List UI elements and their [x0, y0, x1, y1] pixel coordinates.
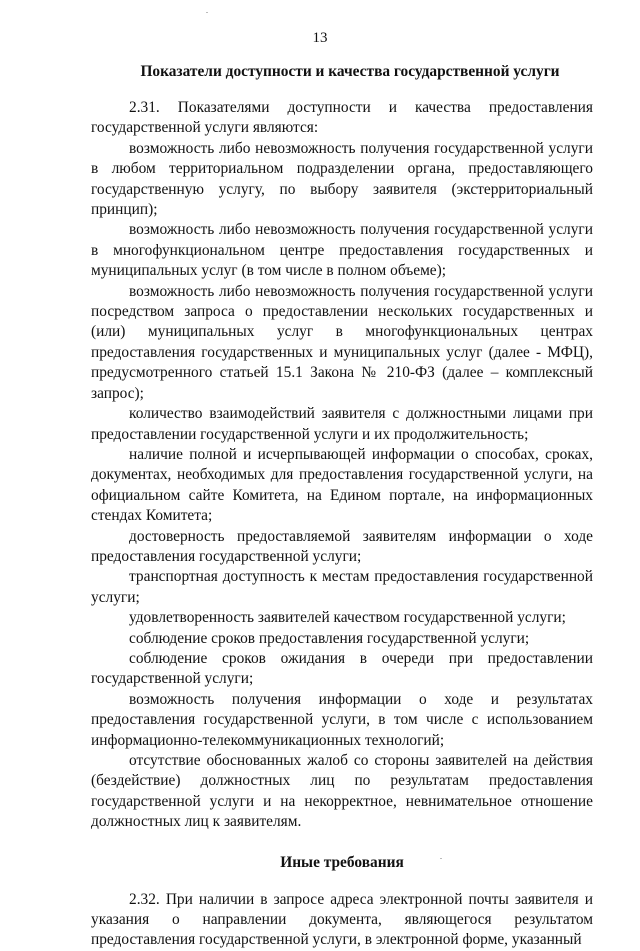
list-item: возможность получения информации о ходе и результатах предоставления государственной услуги, в том числе с использованием информационно-телекоммуникационных технологий; — [91, 690, 593, 749]
list-item: транспортная доступность к местам предоставления государственной услуги; — [91, 568, 593, 606]
list-item: возможность либо невозможность получения государственной услуги в любом территориальном подразделении органа, предоставляющего государственную услугу, по выбору заявителя (экстерриториальный принцип); — [91, 139, 593, 219]
list-item: количество взаимодействий заявителя с должностными лицами при предоставлении государственной услуги и их продолжительность; — [91, 405, 593, 443]
list-item: возможность либо невозможность получения государственной услуги посредством запроса о предоставлении нескольких государственных и (или) муниципальных услуг в многофункциональных центрах предоставления государственных и муниципальных услуг (далее - МФЦ), предусмотренного статьей 15.1 Закона № 210-ФЗ (далее – комплексный запрос); — [91, 282, 593, 402]
section-availability-body — [91, 98, 593, 833]
list-item: соблюдение сроков предоставления государственной услуги; — [129, 629, 530, 647]
list-item: возможность либо невозможность получения государственной услуги в многофункциональном центре предоставления государственных и муниципальных услуг (в том числе в полном объеме); — [91, 221, 593, 280]
section-title-availability: Показатели доступности и качества государственной услуги — [140, 63, 560, 80]
list-item: достоверность предоставляемой заявителям информации о ходе предоставления государственной услуги; — [91, 527, 593, 565]
scan-speck — [206, 12, 208, 13]
paragraph-2-31: 2.31. Показателями доступности и качества предоставления государственной услуги являются: — [91, 99, 593, 137]
section-title-other-requirements: Иные требования — [280, 853, 404, 871]
section-other-requirements-body — [91, 890, 593, 951]
list-item: удовлетворенность заявителей качеством государственной услуги; — [129, 609, 566, 627]
document-body — [91, 62, 593, 951]
page-number: 13 — [312, 30, 328, 46]
paragraph-2-32: 2.32. При наличии в запросе адреса электронной почты заявителя и указания о направлении документа, являющегося результатом предоставления государственной услуги, в электронной форме, указанный — [91, 890, 593, 949]
list-item: наличие полной и исчерпывающей информации о способах, сроках, документах, необходимых для предоставления государственной услуги, на официальном сайте Комитета, на Едином портале, на информационных стендах Комитета; — [91, 445, 593, 525]
list-item: соблюдение сроков ожидания в очереди при предоставлении государственной услуги; — [91, 649, 593, 688]
list-item: отсутствие обоснованных жалоб со стороны заявителей на действия (бездействие) должностных лиц по результатам предоставления государственной услуги и на некорректное, невнимательное отношение должностных лиц к заявителям. — [91, 752, 593, 831]
